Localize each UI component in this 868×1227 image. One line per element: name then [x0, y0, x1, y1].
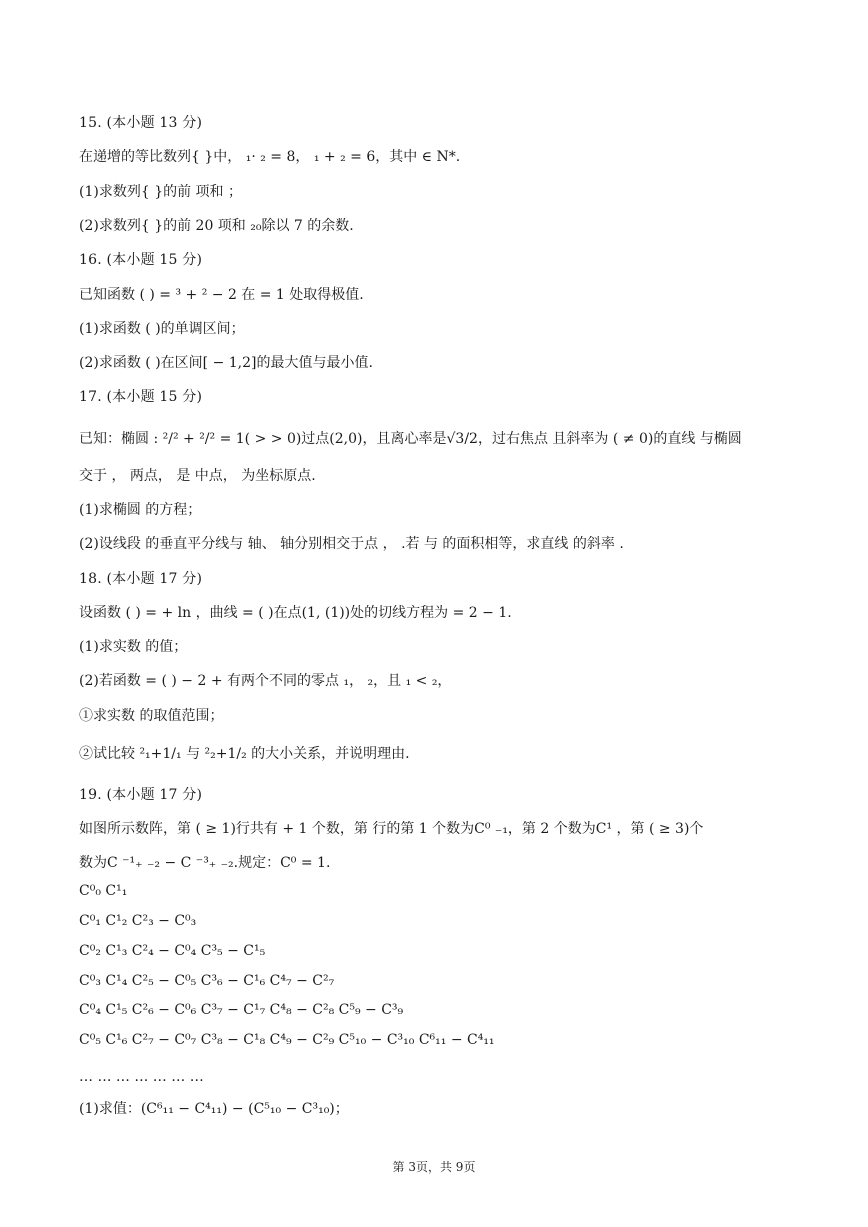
q18-part2: (2)若函数 = ( ) − 2 + 有两个不同的零点 ₁， ₂，且 ₁ < ₂，	[79, 673, 452, 689]
q15-stem: 在递增的等比数列{ }中， ₁· ₂ = 8， ₁ + ₂ = 6，其中 ∈ N*.	[79, 149, 461, 165]
q17-stem-line1: 已知：椭圆 : ²/² + ²/² = 1( > > 0)过点(2,0)，且离心率是√3/2，过右焦点 且斜率为 ( ≠ 0)的直线 与椭圆	[79, 431, 742, 447]
q16-part1: (1)求函数 ( )的单调区间；	[79, 321, 245, 337]
q15-part2: (2)求数列{ }的前 20 项和 ₂₀除以 7 的余数.	[79, 218, 354, 234]
q18-part2-sub1: ①求实数 的取值范围；	[79, 708, 224, 724]
q19-stem-line2: 数为C ⁻¹₊ ₋₂ − C ⁻³₊ ₋₂.规定：C⁰ = 1.	[79, 855, 331, 871]
q19-stem-line1: 如图所示数阵，第 ( ≥ 1)行共有 + 1 个数，第 行的第 1 个数为C⁰ ₋₁，第 2 个数为C¹ ，第 ( ≥ 3)个	[79, 821, 704, 837]
array-ellipsis-row: … … … … … … …	[79, 1069, 204, 1085]
q15-title: 15. (本小题 13 分)	[79, 115, 203, 131]
array-row-2: C⁰₂ C¹₃ C²₄ − C⁰₄ C³₅ − C¹₅	[79, 943, 266, 959]
q18-part1: (1)求实数 的值；	[79, 639, 188, 655]
q18-stem: 设函数 ( ) = + ln ，曲线 = ( )在点(1, (1))处的切线方程为 = 2 − 1.	[79, 605, 512, 621]
q18-title: 18. (本小题 17 分)	[79, 571, 203, 587]
array-row-3: C⁰₃ C¹₄ C²₅ − C⁰₅ C³₆ − C¹₆ C⁴₇ − C²₇	[79, 973, 335, 989]
array-row-0: C⁰₀ C¹₁	[79, 883, 128, 899]
q19-title: 19. (本小题 17 分)	[79, 787, 203, 803]
q17-part2: (2)设线段 的垂直平分线与 轴、 轴分别相交于点 ， .若 与 的面积相等，求直线 的斜率 .	[79, 536, 624, 552]
array-row-4: C⁰₄ C¹₅ C²₆ − C⁰₆ C³₇ − C¹₇ C⁴₈ − C²₈ C⁵₉ − C³₉	[79, 1002, 404, 1018]
array-row-1: C⁰₁ C¹₂ C²₃ − C⁰₃	[79, 913, 197, 929]
q16-part2: (2)求函数 ( )在区间[ − 1,2]的最大值与最小值.	[79, 355, 373, 371]
q16-stem: 已知函数 ( ) = ³ + ² − 2 在 = 1 处取得极值.	[79, 287, 364, 303]
q17-title: 17. (本小题 15 分)	[79, 389, 203, 405]
q17-part1: (1)求椭圆 的方程；	[79, 502, 202, 518]
page-footer: 第 3页，共 9页	[392, 1160, 476, 1174]
q19-part1: (1)求值：(C⁶₁₁ − C⁴₁₁) − (C⁵₁₀ − C³₁₀)；	[79, 1101, 349, 1117]
q15-part1: (1)求数列{ }的前 项和 ；	[79, 184, 242, 200]
q17-stem-line2: 交于 ， 两点， 是 中点， 为坐标原点.	[79, 468, 316, 484]
q16-title: 16. (本小题 15 分)	[79, 252, 203, 268]
array-row-5: C⁰₅ C¹₆ C²₇ − C⁰₇ C³₈ − C¹₈ C⁴₉ − C²₉ C⁵₁₀ − C³₁₀ C⁶₁₁ − C⁴₁₁	[79, 1032, 495, 1048]
q18-part2-sub2: ②试比较 ²₁+1/₁ 与 ²₂+1/₂ 的大小关系，并说明理由.	[79, 746, 410, 762]
